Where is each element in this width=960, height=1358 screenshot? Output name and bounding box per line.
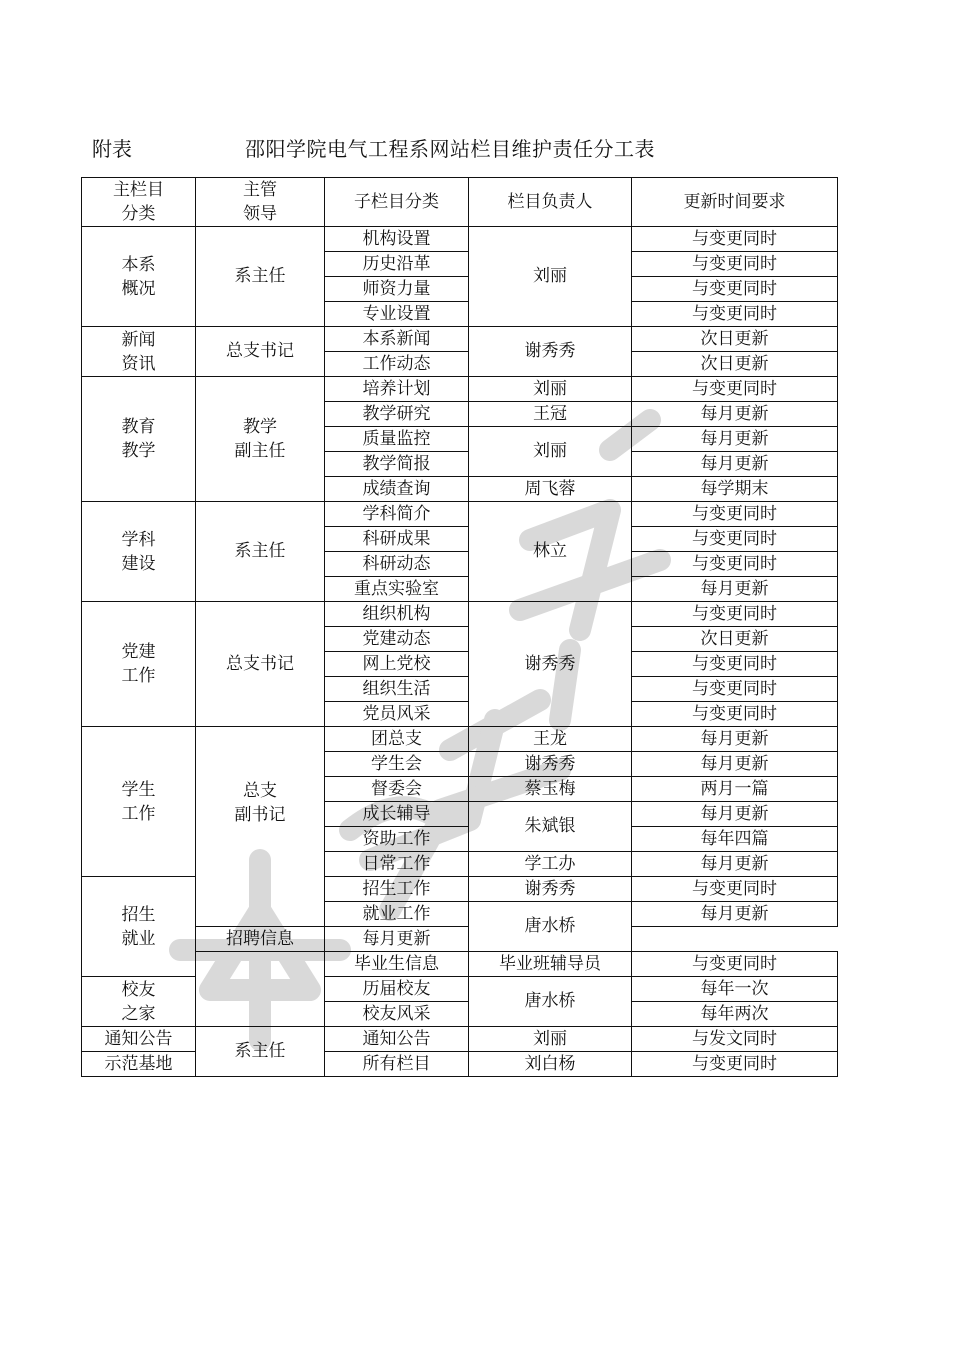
sub-category-cell: 督委会 [325, 777, 469, 802]
update-time-cell: 与变更同时 [632, 702, 838, 727]
table-row [82, 977, 838, 1002]
sub-category-cell: 党员风采 [325, 702, 469, 727]
update-time-cell: 每月更新 [632, 402, 838, 427]
responsible-cell: 刘丽 [469, 1027, 632, 1052]
update-time-cell: 每年两次 [632, 1002, 838, 1027]
watermark-text: 电气工程系 [140, 390, 145, 391]
responsible-cell: 学工办 [469, 852, 632, 877]
main-category-cell: 通知公告 [82, 1027, 196, 1052]
sub-category-cell: 教学简报 [325, 452, 469, 477]
table-row [82, 1027, 838, 1052]
update-time-cell: 与变更同时 [632, 952, 838, 977]
table-row [82, 327, 838, 352]
leader-cell: 系主任 [196, 1027, 325, 1077]
table-row [82, 227, 838, 252]
sub-category-cell: 所有栏目 [325, 1052, 469, 1077]
update-time-cell: 与变更同时 [632, 652, 838, 677]
table-row [82, 502, 838, 527]
update-time-cell: 与变更同时 [632, 877, 838, 902]
update-time-cell: 每月更新 [632, 452, 838, 477]
responsible-cell: 周飞蓉 [469, 477, 632, 502]
main-category-cell: 新闻 资讯 [82, 327, 196, 377]
sub-category-cell: 历史沿革 [325, 252, 469, 277]
update-time-cell: 次日更新 [632, 352, 838, 377]
sub-category-cell: 校友风采 [325, 1002, 469, 1027]
table-row [82, 952, 838, 977]
sub-category-cell: 成绩查询 [325, 477, 469, 502]
header-responsible: 栏目负责人 [469, 178, 632, 227]
main-category-cell: 学科 建设 [82, 502, 196, 602]
sub-category-cell: 机构设置 [325, 227, 469, 252]
responsible-cell: 唐水桥 [469, 977, 632, 1027]
page-title: 邵阳学院电气工程系网站栏目维护责任分工表 [245, 137, 655, 161]
leader-cell: 系主任 [196, 502, 325, 602]
update-time-cell: 每月更新 [632, 902, 838, 927]
update-time-cell: 两月一篇 [632, 777, 838, 802]
leader-cell-empty [196, 952, 325, 1027]
responsible-cell: 谢秀秀 [469, 327, 632, 377]
sub-category-cell: 历届校友 [325, 977, 469, 1002]
sub-category-cell: 通知公告 [325, 1027, 469, 1052]
responsible-cell: 唐水桥 [469, 902, 632, 952]
sub-category-cell: 专业设置 [325, 302, 469, 327]
sub-category-cell: 培养计划 [325, 377, 469, 402]
sub-category-cell: 重点实验室 [325, 577, 469, 602]
leader-cell: 总支书记 [196, 602, 325, 727]
header-leader: 主管 领导 [196, 178, 325, 227]
responsibility-table [81, 177, 838, 1077]
responsible-cell: 刘丽 [469, 227, 632, 327]
sub-category-cell: 本系新闻 [325, 327, 469, 352]
table-row [82, 927, 838, 952]
main-category-cell: 学生 工作 [82, 727, 196, 877]
update-time-cell: 与变更同时 [632, 1052, 838, 1077]
table-header-row [82, 178, 838, 227]
sub-category-cell: 招生工作 [325, 877, 469, 902]
update-time-cell: 次日更新 [632, 327, 838, 352]
update-time-cell: 每年一次 [632, 977, 838, 1002]
update-time-cell: 与变更同时 [632, 252, 838, 277]
table-row [82, 727, 838, 752]
update-time-cell: 与变更同时 [632, 502, 838, 527]
table-row [82, 602, 838, 627]
sub-category-cell: 科研动态 [325, 552, 469, 577]
responsible-cell: 刘白杨 [469, 1052, 632, 1077]
main-category-cell: 校友 之家 [82, 977, 196, 1027]
sub-category-cell: 成长辅导 [325, 802, 469, 827]
sub-category-cell: 学科简介 [325, 502, 469, 527]
responsible-cell: 谢秀秀 [469, 752, 632, 777]
responsible-cell: 王冠 [469, 402, 632, 427]
update-time-cell: 与变更同时 [632, 377, 838, 402]
sub-category-cell: 工作动态 [325, 352, 469, 377]
responsible-cell: 刘丽 [469, 427, 632, 477]
leader-cell: 教学 副主任 [196, 377, 325, 502]
sub-category-cell: 教学研究 [325, 402, 469, 427]
sub-category-cell: 学生会 [325, 752, 469, 777]
update-time-cell: 与变更同时 [632, 302, 838, 327]
sub-category-cell: 科研成果 [325, 527, 469, 552]
header-sub-category: 子栏目分类 [325, 178, 469, 227]
update-time-cell: 与变更同时 [632, 227, 838, 252]
responsible-cell: 蔡玉梅 [469, 777, 632, 802]
table-row [82, 877, 838, 902]
sub-category-cell: 组织生活 [325, 677, 469, 702]
responsible-cell: 王龙 [469, 727, 632, 752]
table-row [82, 1052, 838, 1077]
update-time-cell: 每月更新 [632, 802, 838, 827]
responsible-cell: 谢秀秀 [469, 877, 632, 902]
update-time-cell: 与变更同时 [632, 677, 838, 702]
responsible-cell: 刘丽 [469, 377, 632, 402]
responsible-cell: 谢秀秀 [469, 602, 632, 727]
main-category-cell: 示范基地 [82, 1052, 196, 1077]
main-category-cell: 教育 教学 [82, 377, 196, 502]
main-category-cell: 招生 就业 [82, 877, 196, 977]
update-time-cell: 次日更新 [632, 627, 838, 652]
responsible-cell: 朱斌银 [469, 802, 632, 852]
table-row [82, 377, 838, 402]
leader-cell: 总支书记 [196, 327, 325, 377]
appendix-label: 附表 [92, 137, 132, 161]
update-time-cell: 每学期末 [632, 477, 838, 502]
update-time-cell: 与变更同时 [632, 527, 838, 552]
update-time-cell: 每月更新 [632, 752, 838, 777]
sub-category-cell: 就业工作 [325, 902, 469, 927]
header-update-time: 更新时间要求 [632, 178, 838, 227]
update-time-cell: 每月更新 [632, 852, 838, 877]
sub-category-cell: 党建动态 [325, 627, 469, 652]
update-time-cell: 与变更同时 [632, 552, 838, 577]
responsible-cell: 林立 [469, 502, 632, 602]
sub-category-cell: 资助工作 [325, 827, 469, 852]
sub-category-cell: 团总支 [325, 727, 469, 752]
leader-cell: 总支 副书记 [196, 727, 325, 927]
responsible-cell: 毕业班辅导员 [469, 952, 632, 977]
sub-category-cell: 质量监控 [325, 427, 469, 452]
sub-category-cell: 师资力量 [325, 277, 469, 302]
update-time-cell: 与发文同时 [632, 1027, 838, 1052]
sub-category-cell: 网上党校 [325, 652, 469, 677]
sub-category-cell: 毕业生信息 [325, 952, 469, 977]
leader-cell: 系主任 [196, 227, 325, 327]
sub-category-cell: 招聘信息 [196, 927, 325, 952]
update-time-cell: 每月更新 [325, 927, 469, 952]
main-category-cell: 本系 概况 [82, 227, 196, 327]
update-time-cell: 与变更同时 [632, 602, 838, 627]
header-main-category: 主栏目 分类 [82, 178, 196, 227]
update-time-cell: 每月更新 [632, 727, 838, 752]
update-time-cell: 与变更同时 [632, 277, 838, 302]
update-time-cell: 每月更新 [632, 427, 838, 452]
main-category-cell: 党建 工作 [82, 602, 196, 727]
sub-category-cell: 组织机构 [325, 602, 469, 627]
update-time-cell: 每月更新 [632, 577, 838, 602]
sub-category-cell: 日常工作 [325, 852, 469, 877]
update-time-cell: 每年四篇 [632, 827, 838, 852]
